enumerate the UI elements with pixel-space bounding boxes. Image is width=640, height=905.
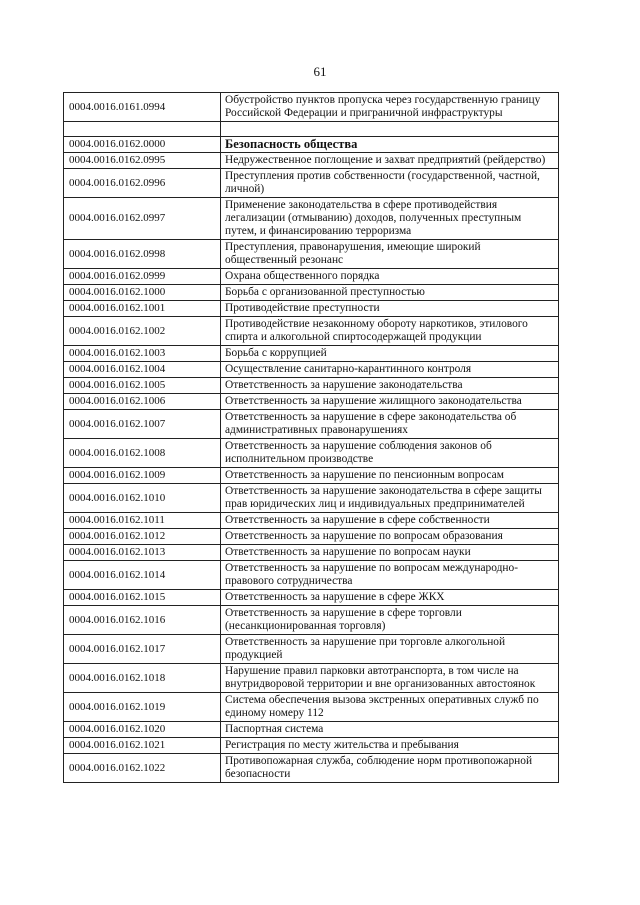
row-name: Противодействие незаконному обороту наркотиков, этилового спирта и алкогольной спиртосодержащей продукции [221, 317, 559, 346]
row-code: 0004.0016.0162.1018 [64, 664, 221, 693]
row-name: Охрана общественного порядка [221, 269, 559, 285]
table-row [64, 590, 559, 606]
table-row [64, 635, 559, 664]
table-row [64, 137, 559, 153]
row-code: 0004.0016.0162.0998 [64, 240, 221, 269]
row-code: 0004.0016.0162.1007 [64, 410, 221, 439]
table-row [64, 561, 559, 590]
row-code: 0004.0016.0162.0997 [64, 198, 221, 240]
row-name: Безопасность общества [221, 137, 559, 153]
table-row [64, 484, 559, 513]
page-number: 61 [313, 64, 327, 79]
table-row [64, 301, 559, 317]
row-code: 0004.0016.0162.1012 [64, 529, 221, 545]
table-row [64, 738, 559, 754]
table-row [64, 722, 559, 738]
row-name: Ответственность за нарушение по вопросам науки [221, 545, 559, 561]
row-name: Обустройство пунктов пропуска через государственную границу Российской Федерации и приграничной инфраструктуры [221, 93, 559, 122]
row-name: Регистрация по месту жительства и пребывания [221, 738, 559, 754]
row-code: 0004.0016.0161.0994 [64, 93, 221, 122]
row-name: Осуществление санитарно-карантинного контроля [221, 362, 559, 378]
table-row [64, 606, 559, 635]
table-row [64, 346, 559, 362]
table-row [64, 317, 559, 346]
table-row [64, 439, 559, 468]
row-name: Недружественное поглощение и захват предприятий (рейдерство) [221, 153, 559, 169]
table-row [64, 664, 559, 693]
table-row [64, 285, 559, 301]
row-name: Преступления, правонарушения, имеющие широкий общественный резонанс [221, 240, 559, 269]
row-name: Борьба с коррупцией [221, 346, 559, 362]
row-name: Борьба с организованной преступностью [221, 285, 559, 301]
table-row [64, 754, 559, 783]
table-row [64, 269, 559, 285]
row-name: Ответственность за нарушение по вопросам образования [221, 529, 559, 545]
row-name: Ответственность за нарушение законодательства [221, 378, 559, 394]
row-name: Ответственность за нарушение в сфере ЖКХ [221, 590, 559, 606]
row-code: 0004.0016.0162.1008 [64, 439, 221, 468]
row-code: 0004.0016.0162.0999 [64, 269, 221, 285]
table-row [64, 468, 559, 484]
row-name: Ответственность за нарушение при торговле алкогольной продукцией [221, 635, 559, 664]
row-code: 0004.0016.0162.1000 [64, 285, 221, 301]
table-row [64, 529, 559, 545]
row-code: 0004.0016.0162.1005 [64, 378, 221, 394]
row-code: 0004.0016.0162.1004 [64, 362, 221, 378]
table-row [64, 513, 559, 529]
table-row [64, 169, 559, 198]
row-name: Ответственность за нарушение законодательства в сфере защиты прав юридических лиц и индивидуальных предпринимателей [221, 484, 559, 513]
row-code: 0004.0016.0162.0996 [64, 169, 221, 198]
table-row [64, 545, 559, 561]
row-code: 0004.0016.0162.1019 [64, 693, 221, 722]
row-name: Применение законодательства в сфере противодействия легализации (отмыванию) доходов, полученных преступным путем, и финансированию терроризма [221, 198, 559, 240]
row-code [64, 122, 221, 137]
row-code: 0004.0016.0162.1021 [64, 738, 221, 754]
row-name: Противопожарная служба, соблюдение норм противопожарной безопасности [221, 754, 559, 783]
row-code: 0004.0016.0162.0000 [64, 137, 221, 153]
table-row [64, 378, 559, 394]
row-code: 0004.0016.0162.1010 [64, 484, 221, 513]
row-code: 0004.0016.0162.1009 [64, 468, 221, 484]
row-name: Паспортная система [221, 722, 559, 738]
table-row [64, 240, 559, 269]
classifier-table [63, 92, 559, 783]
row-code: 0004.0016.0162.0995 [64, 153, 221, 169]
table-row [64, 198, 559, 240]
table-row [64, 693, 559, 722]
row-name: Ответственность за нарушение жилищного законодательства [221, 394, 559, 410]
table-row [64, 93, 559, 122]
table-row [64, 122, 559, 137]
row-name: Противодействие преступности [221, 301, 559, 317]
row-code: 0004.0016.0162.1002 [64, 317, 221, 346]
row-name: Нарушение правил парковки автотранспорта, в том числе на внутридворовой территории и вне организованных автостоянок [221, 664, 559, 693]
row-name: Ответственность за нарушение по пенсионным вопросам [221, 468, 559, 484]
row-code: 0004.0016.0162.1022 [64, 754, 221, 783]
row-code: 0004.0016.0162.1016 [64, 606, 221, 635]
row-name: Система обеспечения вызова экстренных оперативных служб по единому номеру 112 [221, 693, 559, 722]
row-name: Ответственность за нарушение в сфере торговли (несанкционированная торговля) [221, 606, 559, 635]
row-name: Ответственность за нарушение соблюдения законов об исполнительном производстве [221, 439, 559, 468]
table-row [64, 153, 559, 169]
row-name: Преступления против собственности (государственной, частной, личной) [221, 169, 559, 198]
row-code: 0004.0016.0162.1003 [64, 346, 221, 362]
row-name [221, 122, 559, 137]
row-code: 0004.0016.0162.1014 [64, 561, 221, 590]
table-row [64, 362, 559, 378]
table-row [64, 410, 559, 439]
row-name: Ответственность за нарушение по вопросам международно-правового сотрудничества [221, 561, 559, 590]
row-code: 0004.0016.0162.1006 [64, 394, 221, 410]
row-code: 0004.0016.0162.1015 [64, 590, 221, 606]
row-code: 0004.0016.0162.1013 [64, 545, 221, 561]
row-code: 0004.0016.0162.1017 [64, 635, 221, 664]
table-row [64, 394, 559, 410]
row-name: Ответственность за нарушение в сфере законодательства об административных правонарушениях [221, 410, 559, 439]
row-code: 0004.0016.0162.1020 [64, 722, 221, 738]
row-code: 0004.0016.0162.1011 [64, 513, 221, 529]
row-name: Ответственность за нарушение в сфере собственности [221, 513, 559, 529]
row-code: 0004.0016.0162.1001 [64, 301, 221, 317]
